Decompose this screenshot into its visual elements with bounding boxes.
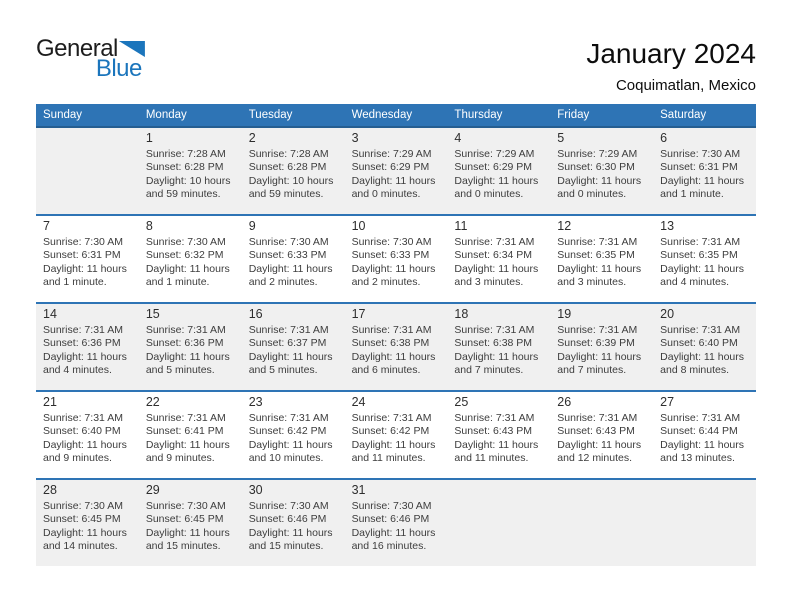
day-number: 14 — [43, 307, 57, 321]
sunrise-text: Sunrise: 7:30 AM — [248, 236, 329, 248]
day-number: 22 — [145, 395, 160, 409]
day-cell-12 — [550, 216, 653, 302]
day-cell-31 — [345, 480, 448, 566]
daylight-text-line1: Daylight: 11 hours — [557, 174, 642, 187]
sunset-text: Sunset: 6:41 PM — [145, 425, 224, 438]
day-number: 25 — [454, 395, 469, 409]
sunset-text: Sunset: 6:35 PM — [557, 249, 635, 262]
daylight-text-line2: and 5 minutes. — [145, 364, 215, 377]
day-cell-8 — [139, 216, 242, 302]
day-number: 6 — [660, 131, 668, 145]
day-number: 5 — [557, 131, 565, 145]
sunrise-text: Sunrise: 7:31 AM — [557, 412, 638, 424]
day-cell-13 — [653, 216, 756, 302]
daylight-text-line2: and 8 minutes. — [660, 364, 730, 377]
day-cell-1 — [139, 128, 242, 214]
sunset-text: Sunset: 6:29 PM — [351, 161, 430, 174]
page-title: January 2024 — [586, 38, 756, 69]
daylight-text-line1: Daylight: 11 hours — [248, 350, 333, 363]
sunset-text: Sunset: 6:39 PM — [557, 337, 635, 350]
day-cell-21 — [36, 392, 139, 478]
daylight-text-line1: Daylight: 11 hours — [43, 526, 127, 539]
daylight-text-line1: Daylight: 11 hours — [43, 262, 127, 275]
sunrise-text: Sunrise: 7:31 AM — [660, 236, 741, 248]
sunrise-text: Sunrise: 7:31 AM — [454, 412, 535, 424]
daylight-text-line2: and 7 minutes. — [454, 364, 524, 377]
sunrise-text: Sunrise: 7:31 AM — [145, 412, 226, 424]
day-number: 1 — [145, 131, 153, 145]
day-number: 31 — [351, 483, 366, 497]
empty-day-cell — [36, 128, 139, 214]
day-number: 17 — [351, 307, 366, 321]
daylight-text-line2: and 0 minutes. — [351, 188, 421, 201]
sunrise-text: Sunrise: 7:31 AM — [43, 324, 123, 336]
daylight-text-line2: and 1 minute. — [145, 276, 210, 289]
sunset-text: Sunset: 6:43 PM — [557, 425, 635, 438]
sunset-text: Sunset: 6:29 PM — [454, 161, 533, 174]
sunrise-text: Sunrise: 7:29 AM — [454, 148, 535, 160]
day-number: 15 — [145, 307, 160, 321]
day-cell-27 — [653, 392, 756, 478]
daylight-text-line2: and 11 minutes. — [454, 452, 529, 465]
day-number: 2 — [248, 131, 256, 145]
day-cell-24 — [345, 392, 448, 478]
day-number: 28 — [43, 483, 57, 497]
sunrise-text: Sunrise: 7:29 AM — [557, 148, 638, 160]
sunset-text: Sunset: 6:35 PM — [660, 249, 738, 262]
sunrise-text: Sunrise: 7:30 AM — [145, 236, 226, 248]
day-cell-7 — [36, 216, 139, 302]
sunset-text: Sunset: 6:45 PM — [43, 513, 121, 526]
daylight-text-line1: Daylight: 11 hours — [454, 438, 539, 451]
daylight-text-line2: and 0 minutes. — [454, 188, 524, 201]
day-cell-2 — [242, 128, 345, 214]
daylight-text-line1: Daylight: 11 hours — [351, 350, 436, 363]
day-cell-26 — [550, 392, 653, 478]
sunset-text: Sunset: 6:40 PM — [43, 425, 121, 438]
weekday-header-wednesday: Wednesday — [351, 109, 413, 121]
day-cell-30 — [242, 480, 345, 566]
sunrise-text: Sunrise: 7:31 AM — [248, 324, 329, 336]
daylight-text-line1: Daylight: 11 hours — [145, 262, 230, 275]
day-number: 16 — [248, 307, 263, 321]
location-subtitle: Coquimatlan, Mexico — [615, 77, 756, 95]
daylight-text-line1: Daylight: 11 hours — [557, 438, 642, 451]
daylight-text-line1: Daylight: 11 hours — [145, 526, 230, 539]
daylight-text-line1: Daylight: 10 hours — [248, 174, 334, 187]
day-number: 29 — [145, 483, 160, 497]
day-cell-14 — [36, 304, 139, 390]
daylight-text-line2: and 59 minutes. — [248, 188, 324, 201]
sunrise-text: Sunrise: 7:31 AM — [454, 236, 535, 248]
sunset-text: Sunset: 6:38 PM — [351, 337, 430, 350]
day-cell-19 — [550, 304, 653, 390]
sunset-text: Sunset: 6:46 PM — [351, 513, 430, 526]
daylight-text-line1: Daylight: 11 hours — [145, 350, 230, 363]
day-cell-5 — [550, 128, 653, 214]
sunset-text: Sunset: 6:36 PM — [145, 337, 224, 350]
sunset-text: Sunset: 6:45 PM — [145, 513, 224, 526]
sunrise-text: Sunrise: 7:30 AM — [43, 236, 123, 248]
daylight-text-line1: Daylight: 11 hours — [351, 438, 436, 451]
daylight-text-line1: Daylight: 11 hours — [454, 262, 539, 275]
week-row-4 — [36, 390, 756, 478]
daylight-text-line2: and 4 minutes. — [43, 364, 112, 377]
sunrise-text: Sunrise: 7:29 AM — [351, 148, 432, 160]
daylight-text-line1: Daylight: 11 hours — [660, 262, 744, 275]
day-cell-16 — [242, 304, 345, 390]
daylight-text-line2: and 15 minutes. — [248, 540, 324, 553]
general-blue-logo — [36, 37, 145, 81]
daylight-text-line2: and 59 minutes. — [145, 188, 221, 201]
daylight-text-line1: Daylight: 11 hours — [557, 350, 642, 363]
day-cell-23 — [242, 392, 345, 478]
day-number: 10 — [351, 219, 366, 233]
daylight-text-line2: and 11 minutes. — [351, 452, 426, 465]
sunset-text: Sunset: 6:34 PM — [454, 249, 533, 262]
day-number: 8 — [145, 219, 153, 233]
daylight-text-line2: and 9 minutes. — [145, 452, 215, 465]
daylight-text-line2: and 1 minute. — [660, 188, 724, 201]
daylight-text-line1: Daylight: 11 hours — [248, 262, 333, 275]
daylight-text-line2: and 6 minutes. — [351, 364, 421, 377]
daylight-text-line1: Daylight: 11 hours — [454, 350, 539, 363]
daylight-text-line2: and 16 minutes. — [351, 540, 427, 553]
day-number: 20 — [660, 307, 675, 321]
day-cell-11 — [447, 216, 550, 302]
day-number: 13 — [660, 219, 675, 233]
daylight-text-line1: Daylight: 11 hours — [557, 262, 642, 275]
logo-text-general: General — [36, 35, 118, 62]
day-number: 18 — [454, 307, 469, 321]
day-number: 11 — [454, 219, 468, 233]
daylight-text-line1: Daylight: 11 hours — [248, 438, 333, 451]
daylight-text-line1: Daylight: 11 hours — [660, 350, 744, 363]
sunset-text: Sunset: 6:36 PM — [43, 337, 121, 350]
daylight-text-line1: Daylight: 10 hours — [145, 174, 231, 187]
day-cell-29 — [139, 480, 242, 566]
week-row-5 — [36, 478, 756, 566]
title-block — [586, 38, 756, 94]
daylight-text-line2: and 14 minutes. — [43, 540, 118, 553]
daylight-text-line2: and 10 minutes. — [248, 452, 324, 465]
sunrise-text: Sunrise: 7:31 AM — [43, 412, 123, 424]
sunrise-text: Sunrise: 7:31 AM — [145, 324, 226, 336]
day-number: 27 — [660, 395, 675, 409]
sunset-text: Sunset: 6:30 PM — [557, 161, 635, 174]
day-cell-9 — [242, 216, 345, 302]
daylight-text-line2: and 2 minutes. — [351, 276, 421, 289]
sunrise-text: Sunrise: 7:31 AM — [557, 324, 638, 336]
daylight-text-line1: Daylight: 11 hours — [43, 350, 127, 363]
weekday-header-tuesday: Tuesday — [248, 109, 293, 121]
daylight-text-line1: Daylight: 11 hours — [248, 526, 333, 539]
weekday-header-saturday: Saturday — [660, 109, 707, 121]
daylight-text-line2: and 0 minutes. — [557, 188, 627, 201]
daylight-text-line1: Daylight: 11 hours — [454, 174, 539, 187]
day-number: 9 — [248, 219, 256, 233]
sunset-text: Sunset: 6:32 PM — [145, 249, 224, 262]
logo-text-blue: Blue — [95, 55, 142, 82]
sunrise-text: Sunrise: 7:30 AM — [660, 148, 741, 160]
weekday-header-row — [36, 104, 756, 128]
sunrise-text: Sunrise: 7:31 AM — [557, 236, 638, 248]
day-number: 21 — [43, 395, 57, 409]
sunrise-text: Sunrise: 7:30 AM — [351, 500, 432, 512]
weekday-header-friday: Friday — [557, 109, 590, 121]
day-number: 7 — [43, 219, 50, 233]
weeks-container — [36, 128, 756, 566]
sunrise-text: Sunrise: 7:30 AM — [145, 500, 226, 512]
day-number: 12 — [557, 219, 572, 233]
daylight-text-line2: and 2 minutes. — [248, 276, 318, 289]
day-number: 4 — [454, 131, 462, 145]
sunset-text: Sunset: 6:43 PM — [454, 425, 533, 438]
sunset-text: Sunset: 6:46 PM — [248, 513, 327, 526]
weekday-header-sunday: Sunday — [43, 109, 83, 121]
daylight-text-line1: Daylight: 11 hours — [351, 174, 436, 187]
day-number: 24 — [351, 395, 366, 409]
day-cell-10 — [345, 216, 448, 302]
sunset-text: Sunset: 6:28 PM — [145, 161, 224, 174]
sunset-text: Sunset: 6:40 PM — [660, 337, 738, 350]
week-row-2 — [36, 214, 756, 302]
sunset-text: Sunset: 6:38 PM — [454, 337, 533, 350]
week-row-1 — [36, 128, 756, 214]
sunrise-text: Sunrise: 7:28 AM — [248, 148, 329, 160]
day-number: 26 — [557, 395, 572, 409]
day-number: 19 — [557, 307, 572, 321]
daylight-text-line2: and 9 minutes. — [43, 452, 112, 465]
daylight-text-line2: and 5 minutes. — [248, 364, 318, 377]
sunset-text: Sunset: 6:37 PM — [248, 337, 327, 350]
day-cell-25 — [447, 392, 550, 478]
sunset-text: Sunset: 6:33 PM — [248, 249, 327, 262]
empty-day-cell — [550, 480, 653, 566]
daylight-text-line2: and 12 minutes. — [557, 452, 632, 465]
day-cell-15 — [139, 304, 242, 390]
sunrise-text: Sunrise: 7:30 AM — [248, 500, 329, 512]
daylight-text-line1: Daylight: 11 hours — [351, 262, 436, 275]
sunrise-text: Sunrise: 7:31 AM — [660, 412, 741, 424]
daylight-text-line2: and 13 minutes. — [660, 452, 735, 465]
sunrise-text: Sunrise: 7:30 AM — [43, 500, 123, 512]
week-row-3 — [36, 302, 756, 390]
sunset-text: Sunset: 6:28 PM — [248, 161, 327, 174]
daylight-text-line2: and 3 minutes. — [557, 276, 627, 289]
empty-day-cell — [447, 480, 550, 566]
sunrise-text: Sunrise: 7:31 AM — [351, 324, 432, 336]
day-cell-17 — [345, 304, 448, 390]
day-number: 30 — [248, 483, 263, 497]
daylight-text-line2: and 15 minutes. — [145, 540, 221, 553]
daylight-text-line1: Daylight: 11 hours — [660, 174, 744, 187]
day-cell-28 — [36, 480, 139, 566]
day-cell-4 — [447, 128, 550, 214]
sunrise-text: Sunrise: 7:31 AM — [660, 324, 741, 336]
weekday-header-thursday: Thursday — [454, 109, 503, 121]
weekday-header-monday: Monday — [145, 109, 187, 121]
daylight-text-line1: Daylight: 11 hours — [145, 438, 230, 451]
sunset-text: Sunset: 6:44 PM — [660, 425, 738, 438]
day-cell-18 — [447, 304, 550, 390]
day-number: 23 — [248, 395, 263, 409]
day-cell-3 — [345, 128, 448, 214]
sunrise-text: Sunrise: 7:31 AM — [454, 324, 535, 336]
day-cell-22 — [139, 392, 242, 478]
daylight-text-line2: and 3 minutes. — [454, 276, 524, 289]
daylight-text-line2: and 4 minutes. — [660, 276, 730, 289]
day-number: 3 — [351, 131, 359, 145]
calendar-table — [36, 104, 756, 566]
sunset-text: Sunset: 6:42 PM — [248, 425, 327, 438]
daylight-text-line2: and 7 minutes. — [557, 364, 627, 377]
daylight-text-line1: Daylight: 11 hours — [351, 526, 436, 539]
daylight-text-line1: Daylight: 11 hours — [43, 438, 127, 451]
sunset-text: Sunset: 6:33 PM — [351, 249, 430, 262]
sunset-text: Sunset: 6:42 PM — [351, 425, 430, 438]
sunset-text: Sunset: 6:31 PM — [660, 161, 738, 174]
empty-day-cell — [653, 480, 756, 566]
sunrise-text: Sunrise: 7:31 AM — [248, 412, 329, 424]
day-cell-20 — [653, 304, 756, 390]
sunrise-text: Sunrise: 7:30 AM — [351, 236, 432, 248]
daylight-text-line2: and 1 minute. — [43, 276, 107, 289]
sunset-text: Sunset: 6:31 PM — [43, 249, 121, 262]
sunrise-text: Sunrise: 7:31 AM — [351, 412, 432, 424]
day-cell-6 — [653, 128, 756, 214]
daylight-text-line1: Daylight: 11 hours — [660, 438, 744, 451]
sunrise-text: Sunrise: 7:28 AM — [145, 148, 226, 160]
